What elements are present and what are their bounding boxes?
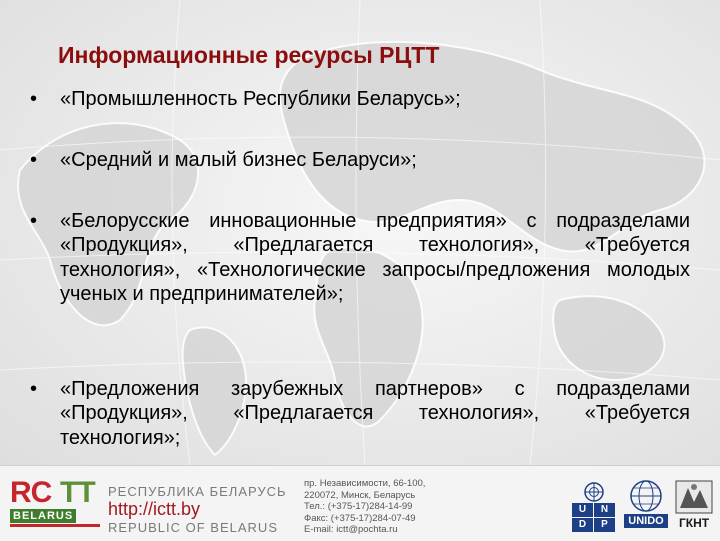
contact-address: пр. Независимости, 66-100,	[304, 478, 426, 489]
slide-title: Информационные ресурсы РЦТТ	[58, 42, 440, 68]
undp-logo	[572, 481, 616, 533]
gknt-emblem-icon	[672, 478, 716, 514]
logo-tt-text: TT	[60, 476, 95, 509]
contact-fax: Факс: (+375-17)284-07-49	[304, 512, 416, 524]
rctt-logo	[10, 476, 100, 536]
logo-rc-text: RC	[10, 476, 52, 509]
logo-belarus-text: BELARUS	[10, 509, 76, 523]
gknt-label: ГКНТ	[678, 516, 710, 530]
bullet-marker: •	[30, 378, 38, 400]
logo-underline	[10, 524, 100, 527]
un-emblem-icon	[572, 481, 616, 503]
gknt-logo	[672, 478, 716, 534]
undp-letter: N	[594, 503, 615, 517]
bullet-marker: •	[30, 210, 38, 232]
footer-bar	[0, 465, 720, 541]
undp-letter: U	[572, 503, 593, 517]
unido-logo	[624, 478, 668, 534]
contact-info	[304, 478, 425, 536]
bullet-marker: •	[30, 149, 38, 171]
undp-letter: D	[572, 518, 593, 532]
contact-email[interactable]: E-mail: ictt@pochta.ru	[304, 524, 398, 536]
unido-label: UNIDO	[624, 514, 668, 528]
contact-phone: Тел.: (+375-17)284-14-99	[304, 501, 413, 513]
unido-emblem-icon	[624, 478, 668, 514]
bullet-marker: •	[30, 88, 38, 110]
country-name-en: REPUBLIC OF BELARUS	[108, 520, 278, 535]
undp-letter: P	[594, 518, 615, 532]
country-name-ru: РЕСПУБЛИКА БЕЛАРУСЬ	[108, 484, 287, 499]
bullet-text: «Предложения зарубежных партнеров» с подразделами «Продукция», «Предлагается технология», «Требуется технология»;	[60, 378, 690, 449]
website-link[interactable]: http://ictt.by	[108, 499, 201, 519]
contact-city: 220072, Минск, Беларусь	[304, 489, 416, 501]
undp-letter-grid	[572, 503, 615, 532]
bullet-text: «Белорусские инновационные предприятия» с подразделами «Продукция», «Предлагается технология», «Требуется технология», «Технологические запросы/предложения молодых ученых и предпринимателей»;	[60, 210, 690, 306]
bullet-text: «Средний и малый бизнес Беларуси»;	[60, 149, 417, 171]
bullet-text: «Промышленность Республики Беларусь»;	[60, 88, 461, 110]
